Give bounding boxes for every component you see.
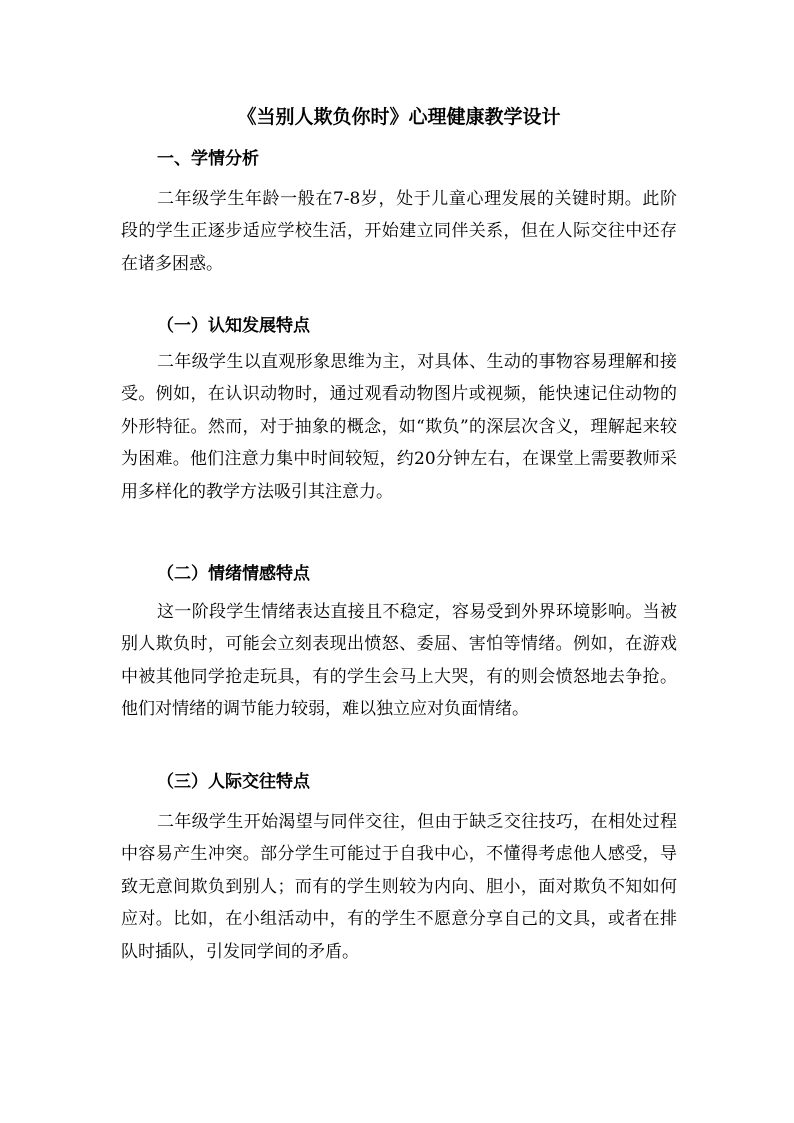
section-heading-learning-analysis: 一、学情分析	[157, 149, 259, 169]
emotional-paragraph: 这一阶段学生情绪表达直接且不稳定，容易受到外界环境影响。当被别人欺负时，可能会立刻表现出愤怒、委屈、害怕等情绪。例如，在游戏中被其他同学抢走玩具，有的学生会马上大哭，有的则会愤怒地去争抢。他们对情绪的调节能力较弱，难以独立应对负面情绪。	[121, 602, 677, 720]
interpersonal-paragraph: 二年级学生开始渴望与同伴交往，但由于缺乏交往技巧，在相处过程中容易产生冲突。部分学生可能过于自我中心，不懂得考虑他人感受，导致无意间欺负到别人；而有的学生则较为内向、胆小，面对欺负不知如何应对。比如，在小组活动中，有的学生不愿意分享自己的文具，或者在排队时插队，引发同学间的矛盾。	[121, 812, 677, 962]
cognitive-paragraph: 二年级学生以直观形象思维为主，对具体、生动的事物容易理解和接受。例如，在认识动物时，通过观看动物图片或视频，能快速记住动物的外形特征。然而，对于抽象的概念，如“欺负”的深层次含义，理解起来较为困难。他们注意力集中时间较短，约20分钟左右，在课堂上需要教师采用多样化的教学方法吸引其注意力。	[121, 352, 677, 502]
document-title: 《当别人欺负你时》心理健康教学设计	[237, 106, 561, 128]
section-intro-paragraph: 二年级学生年龄一般在7-8岁，处于儿童心理发展的关键时期。此阶段的学生正逐步适应学校生活，开始建立同伴关系，但在人际交往中还存在诸多困惑。	[121, 189, 677, 274]
subsection-heading-interpersonal: （三）人际交往特点	[157, 772, 310, 792]
subsection-heading-emotional: （二）情绪情感特点	[157, 564, 310, 584]
subsection-heading-cognitive: （一）认知发展特点	[157, 316, 310, 336]
